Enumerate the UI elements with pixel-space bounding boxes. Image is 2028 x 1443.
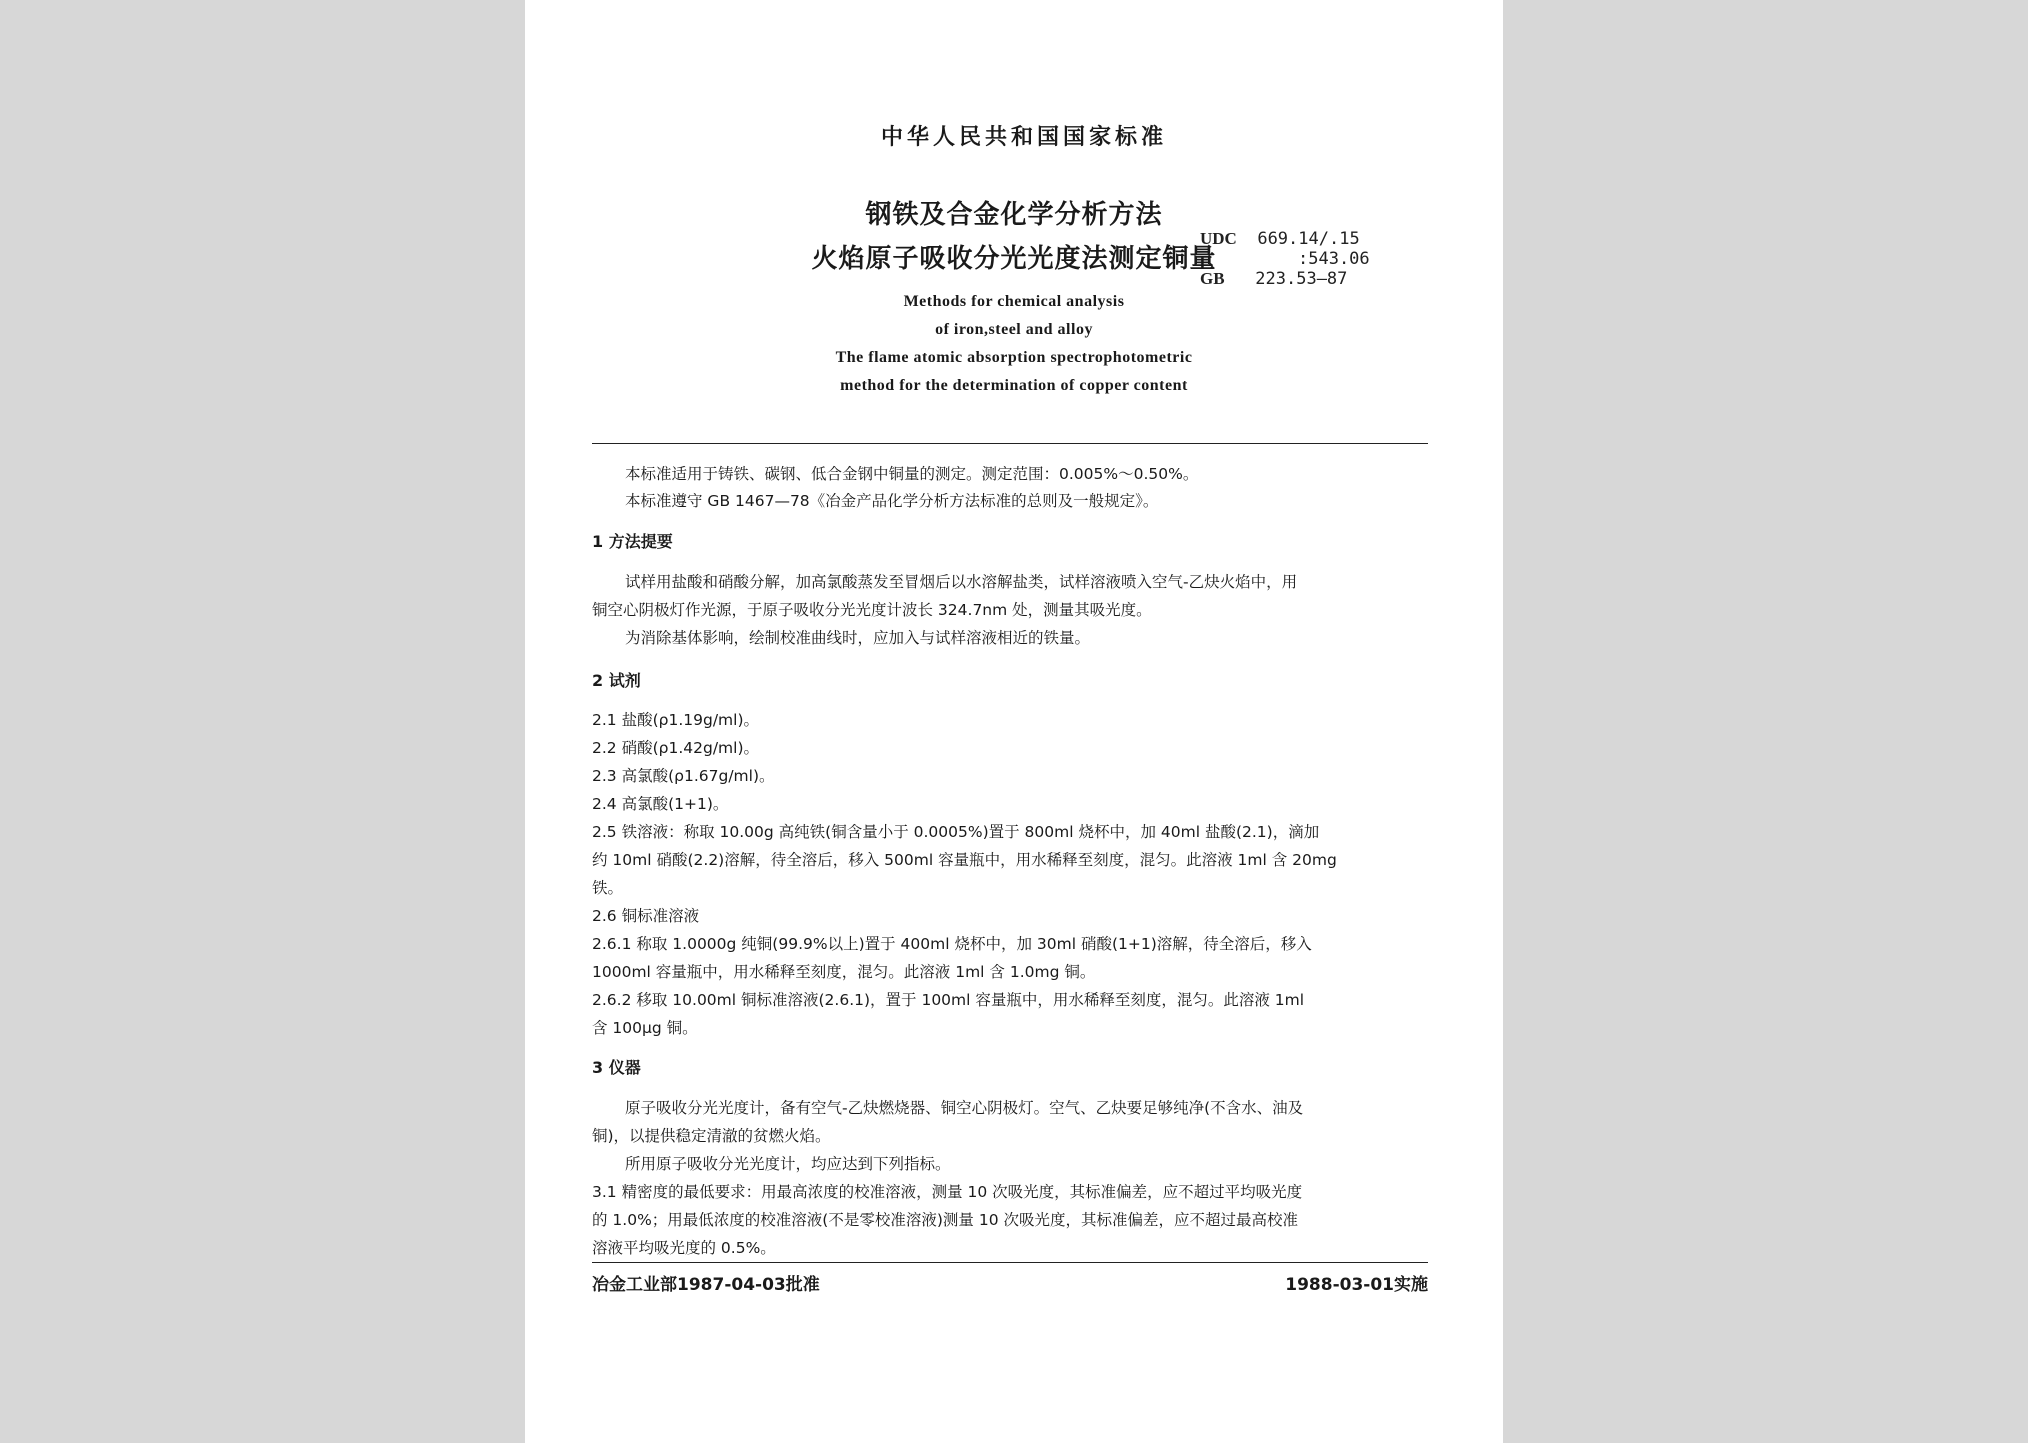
section-1-line: 铜空心阴极灯作光源，于原子吸收分光光度计波长 324.7nm 处，测量其吸光度。 (592, 601, 1152, 619)
section-3-line: 铜)，以提供稳定清澈的贫燃火焰。 (592, 1127, 831, 1145)
reagent-item: 1000ml 容量瓶中，用水稀释至刻度，混匀。此溶液 1ml 含 1.0mg 铜。 (592, 963, 1096, 981)
document-page (525, 0, 1503, 1443)
title-cn-line-1: 钢铁及合金化学分析方法 (865, 200, 1163, 230)
udc-value: 669.14/.15 (1257, 229, 1360, 249)
reagent-item: 2.6.2 移取 10.00ml 铜标准溶液(2.6.1)，置于 100ml 容量瓶中，用水稀释至刻度，混匀。此溶液 1ml (592, 991, 1305, 1009)
reagent-item: 2.6 铜标准溶液 (592, 907, 700, 925)
reagent-item: 2.3 高氯酸(ρ1.67g/ml)。 (592, 767, 775, 785)
title-cn-line-2: 火焰原子吸收分光光度法测定铜量 (811, 244, 1217, 274)
udc-code-block (1200, 229, 1370, 289)
section-3-line: 所用原子吸收分光光度计，均应达到下列指标。 (625, 1155, 951, 1173)
title-en-line-4: method for the determination of copper content (840, 377, 1188, 394)
gb-number: 223.53—87 (1255, 269, 1348, 289)
section-2-heading: 2 试剂 (592, 671, 641, 690)
reagent-item: 铁。 (592, 879, 624, 897)
gb-label: GB (1200, 269, 1225, 288)
reagent-item: 含 100μg 铜。 (592, 1019, 698, 1037)
udc-label: UDC (1200, 229, 1237, 248)
bottom-divider (592, 1262, 1428, 1263)
section-3-line: 3.1 精密度的最低要求：用最高浓度的校准溶液，测量 10 次吸光度，其标准偏差，应不超过平均吸光度 (592, 1183, 1303, 1201)
reagent-item: 2.6.1 称取 1.0000g 纯铜(99.9%以上)置于 400ml 烧杯中，加 30ml 硝酸(1+1)溶解，待全溶后，移入 (592, 935, 1312, 953)
intro-compliance: 本标准遵守 GB 1467—78《冶金产品化学分析方法标准的总则及一般规定》。 (625, 492, 1159, 510)
section-1-line: 试样用盐酸和硝酸分解，加高氯酸蒸发至冒烟后以水溶解盐类，试样溶液喷入空气-乙炔火焰中，用 (625, 573, 1298, 591)
udc-value-continued: :543.06 (1298, 249, 1370, 269)
reagent-item: 2.5 铁溶液：称取 10.00g 高纯铁(铜含量小于 0.0005%)置于 800ml 烧杯中，加 40ml 盐酸(2.1)，滴加 (592, 823, 1320, 841)
title-en-line-1: Methods for chemical analysis (903, 293, 1125, 310)
reagent-item: 2.2 硝酸(ρ1.42g/ml)。 (592, 739, 759, 757)
effective-date: 1988-03-01实施 (1285, 1275, 1428, 1295)
top-divider (592, 443, 1428, 444)
intro-scope: 本标准适用于铸铁、碳钢、低合金钢中铜量的测定。测定范围：0.005%～0.50%。 (625, 465, 1199, 483)
reagent-item: 约 10ml 硝酸(2.2)溶解，待全溶后，移入 500ml 容量瓶中，用水稀释至刻度，混匀。此溶液 1ml 含 20mg (592, 851, 1337, 869)
standard-type-heading: 中华人民共和国国家标准 (880, 125, 1167, 150)
section-3-line: 原子吸收分光光度计，备有空气-乙炔燃烧器、铜空心阴极灯。空气、乙炔要足够纯净(不含水、油及 (625, 1099, 1304, 1117)
title-en-line-2: of iron,steel and alloy (935, 321, 1093, 338)
section-3-line: 的 1.0%；用最低浓度的校准溶液(不是零校准溶液)测量 10 次吸光度，其标准偏差，应不超过最高校准 (592, 1211, 1298, 1229)
approval-date: 冶金工业部1987-04-03批准 (592, 1275, 820, 1295)
reagent-item: 2.1 盐酸(ρ1.19g/ml)。 (592, 711, 759, 729)
title-en-line-3: The flame atomic absorption spectrophotometric (835, 349, 1193, 366)
section-1-line: 为消除基体影响，绘制校准曲线时，应加入与试样溶液相近的铁量。 (625, 629, 1091, 647)
section-1-heading: 1 方法提要 (592, 532, 673, 551)
section-3-heading: 3 仪器 (592, 1058, 641, 1077)
reagent-item: 2.4 高氯酸(1+1)。 (592, 795, 729, 813)
section-3-line: 溶液平均吸光度的 0.5%。 (592, 1239, 776, 1257)
